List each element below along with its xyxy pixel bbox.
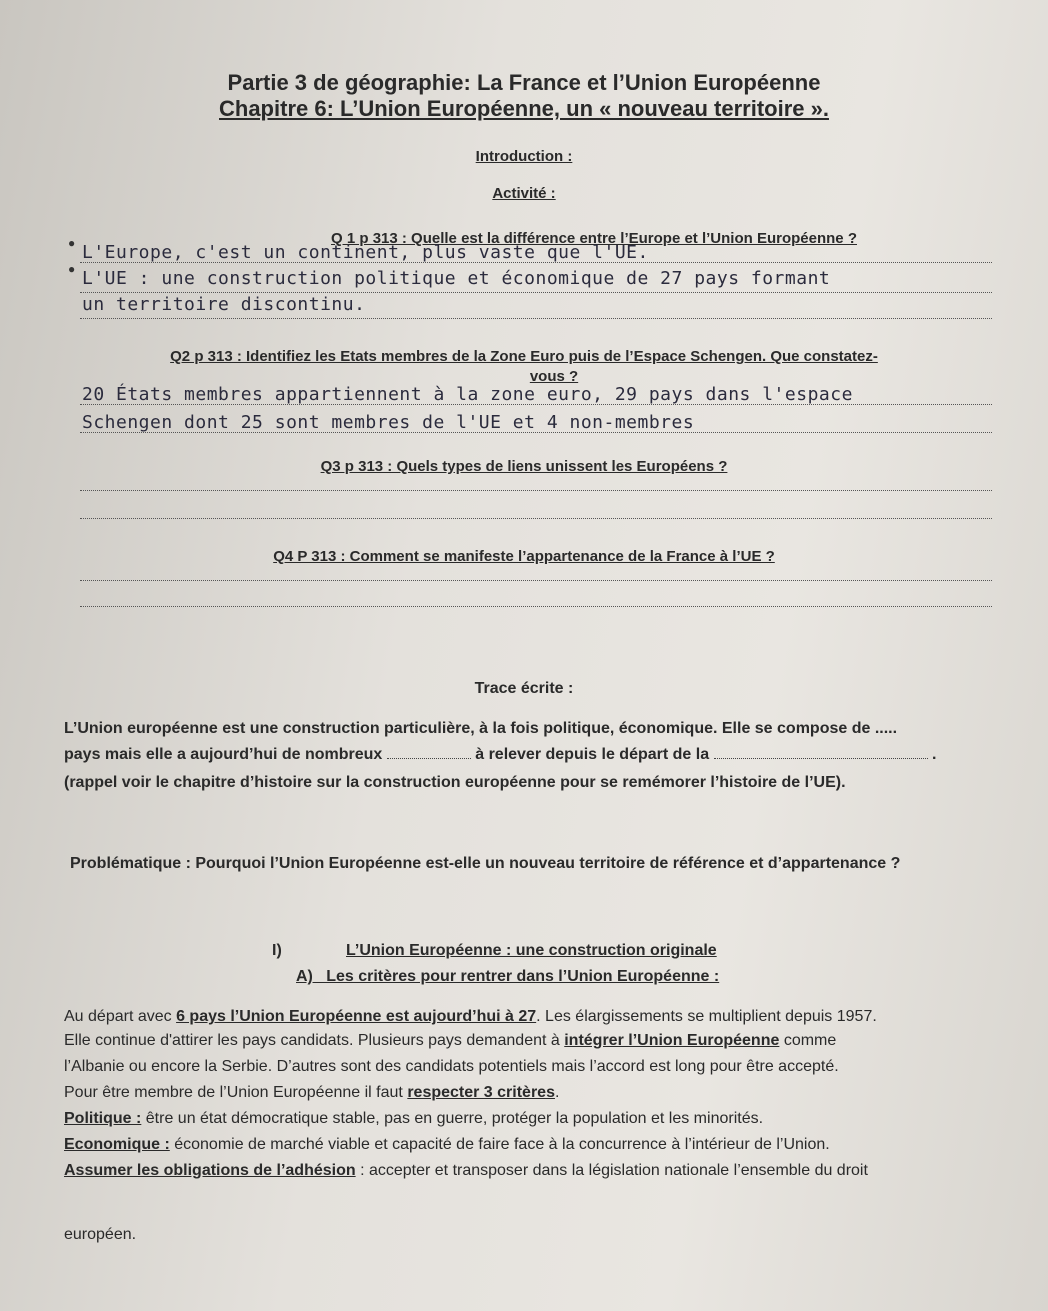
section-title: L’Union Européenne : une construction originale	[346, 942, 717, 959]
question-1: Q 1 p 313 : Quelle est la différence entre l’Europe et l’Union Européenne ?	[331, 230, 857, 247]
body-text: : accepter et transposer dans la législation nationale l’ensemble du droit	[355, 1162, 868, 1179]
body-text: être un état démocratique stable, pas en guerre, protéger la population et les minorités.	[141, 1110, 764, 1127]
blank	[714, 758, 928, 759]
body-line-1	[64, 1008, 877, 1026]
bullet-icon: ●	[68, 262, 76, 276]
trace-line-3: (rappel voir le chapitre d’histoire sur la construction européenne pour se remémorer l’histoire de l’UE).	[64, 774, 846, 791]
handwritten-answer-3: un territoire discontinu.	[82, 294, 366, 315]
handwritten-answer-2: L'UE : une construction politique et économique de 27 pays formant	[82, 268, 831, 289]
question-4: Q4 P 313 : Comment se manifeste l’appartenance de la France à l’UE ?	[273, 548, 775, 565]
criterion-adhesion: Assumer les obligations de l’adhésion	[64, 1162, 356, 1179]
body-emphasis: intégrer l’Union Européenne	[564, 1032, 780, 1049]
handwritten-answer-4: 20 États membres appartiennent à la zone euro, 29 pays dans l'espace	[82, 384, 853, 405]
trace-line-2-b: à relever depuis le départ de la	[475, 746, 710, 763]
answer-line	[80, 518, 992, 519]
introduction-heading: Introduction :	[475, 148, 573, 165]
body-text: économie de marché viable et capacité de faire face à la concurrence à l’intérieur de l’Union.	[169, 1136, 830, 1153]
trace-title: Trace écrite :	[474, 680, 574, 697]
blank	[387, 758, 471, 759]
body-line-5	[64, 1110, 763, 1128]
activity-heading: Activité :	[492, 185, 556, 202]
handwritten-answer-1: L'Europe, c'est un continent, plus vaste que l'UE.	[82, 242, 649, 263]
body-text: . Les élargissements se multiplient depuis 1957.	[536, 1008, 877, 1025]
body-line-7	[64, 1162, 868, 1180]
bullet-icon: ●	[68, 236, 76, 250]
trace-line-2-a: pays mais elle a aujourd’hui de nombreux	[64, 746, 383, 763]
chapter-title: Chapitre 6: L’Union Européenne, un « nouveau territoire ».	[219, 96, 829, 121]
answer-line	[80, 318, 992, 319]
criterion-politique: Politique :	[64, 1110, 142, 1127]
body-line-2	[64, 1032, 836, 1050]
body-line-6	[64, 1136, 830, 1154]
body-emphasis: 6 pays l’Union Européenne est aujourd’hui à 27	[176, 1008, 537, 1025]
problematique: Problématique : Pourquoi l’Union Européenne est-elle un nouveau territoire de référence et d’appartenance ?	[70, 855, 901, 872]
part-title: Partie 3 de géographie: La France et l’Union Européenne	[227, 70, 821, 95]
criterion-economique: Economique :	[64, 1136, 170, 1153]
body-line-3: l’Albanie ou encore la Serbie. D’autres sont des candidats potentiels mais l’accord est long pour être accepté.	[64, 1058, 839, 1075]
section-roman: I)	[272, 942, 282, 959]
answer-line	[80, 490, 992, 491]
body-text: Au départ avec	[64, 1008, 177, 1025]
trace-line-2-c: .	[932, 746, 937, 763]
body-text: Elle continue d'attirer les pays candidats. Plusieurs pays demandent à	[64, 1032, 565, 1049]
body-emphasis: respecter 3 critères	[407, 1084, 555, 1101]
trace-line-2	[64, 746, 936, 764]
answer-line	[80, 292, 992, 293]
answer-line	[80, 580, 992, 581]
answer-line	[80, 606, 992, 607]
subsection-title: A) Les critères pour rentrer dans l’Union Européenne :	[296, 968, 720, 985]
question-3: Q3 p 313 : Quels types de liens unissent les Européens ?	[320, 458, 728, 475]
body-line-8: européen.	[64, 1226, 137, 1243]
body-text: comme	[779, 1032, 837, 1049]
body-text: Pour être membre de l’Union Européenne il faut	[64, 1084, 408, 1101]
body-text: .	[554, 1084, 560, 1101]
body-line-4	[64, 1084, 559, 1102]
question-2-line-1: Q2 p 313 : Identifiez les Etats membres de la Zone Euro puis de l’Espace Schengen. Que constatez-	[170, 348, 878, 365]
trace-line-1: L’Union européenne est une construction particulière, à la fois politique, économique. Elle se compose de .....	[64, 720, 898, 737]
question-2-line-2: vous ?	[529, 368, 579, 385]
handwritten-answer-5: Schengen dont 25 sont membres de l'UE et 4 non-membres	[82, 412, 695, 433]
